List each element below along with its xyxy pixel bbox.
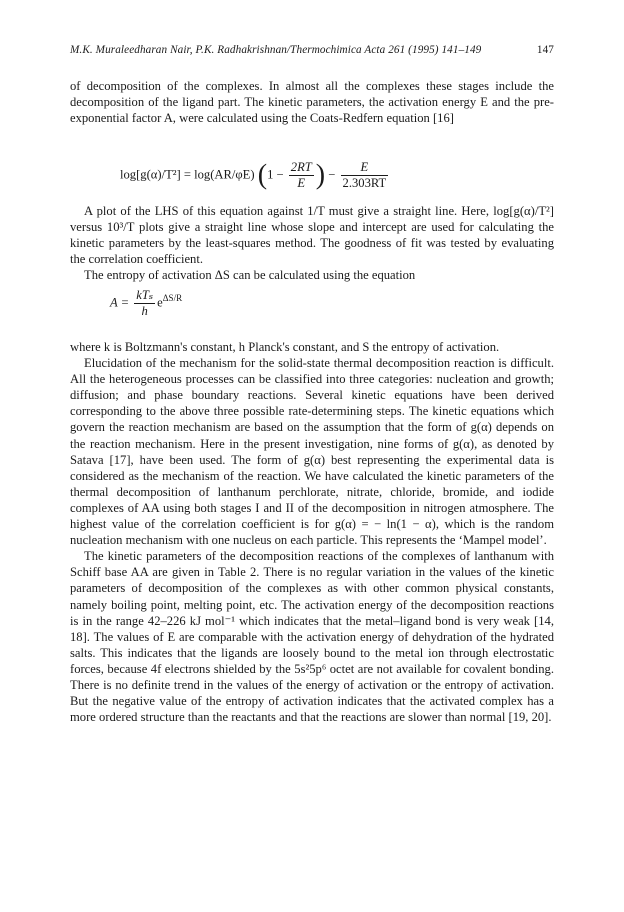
eq2-lhs: A = — [110, 295, 130, 310]
eq2-numerator: kTₛ — [136, 288, 154, 302]
eq2-fraction — [134, 288, 155, 319]
eq1-minus: − — [328, 167, 336, 182]
paragraph-intro — [70, 78, 554, 126]
eq1-frac1-denominator: E — [297, 176, 306, 190]
running-header — [70, 44, 554, 56]
running-title: M.K. Muraleedharan Nair, P.K. Radhakrishnan/Thermochimica Acta 261 (1995) 141–149 — [70, 44, 482, 56]
coats-redfern-equation — [120, 160, 390, 191]
eq2-exp-base: e — [157, 295, 163, 310]
paragraph-6: The kinetic parameters of the decomposition reactions of the complexes of lanthanum with Schiff base AA are given in Table 2. There is no regular variation in the values of the kinetic parameters of decomposition of the complexes as with other common physical constants, namely boiling point, melting point, etc. The activation energy of the decomposition reactions is in the range 42–226 kJ mol⁻¹ which indicates that the metal–ligand bond is very weak [14, 18]. The values of E are comparable with the activation energy of dehydration of the hydrated salts. This indicates that the ligands are loosely bound to the metal ion through electrostatic forces, because 4f electrons shielded by the 5s²5p⁶ octet are not available for covalent bonding. There is no definite trend in the values of the energy of activation or the entropy of activation. But the negative value of the entropy of activation indicates that the activated complex has a more ordered structure than the reactants and that the reactions are slower than normal [19, 20]. — [70, 549, 554, 725]
eq2-denominator: h — [141, 304, 148, 318]
entropy-equation — [110, 288, 182, 319]
paragraph-5: Elucidation of the mechanism for the solid-state thermal decomposition reaction is difficult. All the heterogeneous processes can be classified into three categories: nucleation and growth; diffusion; and phase boundary reactions. Several kinetic equations have been derived corresponding to the above three possible rate-determining steps. The kinetic equations which govern the reaction mechanism are based on the assumption that the form of g(α) depends on the reaction mechanism. Here in the present investigation, nine forms of g(α), as denoted by Satava [17], have been used. The form of g(α) best representing the experimental data is considered as the mechanism of the reaction. We have calculated the kinetic parameters of the thermal decomposition of lanthanum perchlorate, nitrate, chloride, bromide, and iodide complexes of AA using both stages I and II of the decomposition in nitrogen atmosphere. The highest value of the correlation coefficient is for g(α) = − ln(1 − α), which is the random nucleation mechanism with one nucleus on each particle. This represents the ‘Mampel model’. — [70, 356, 554, 548]
paragraph-2: A plot of the LHS of this equation against 1/T must give a straight line. Here, log[g(α)/T²] versus 10³/T plots give a straight line whose slope and intercept are used for calculating the kinetic parameters by the least-squares method. The goodness of fit was tested by evaluating the correlation coefficient. — [70, 204, 554, 267]
eq1-frac2-denominator: 2.303RT — [342, 176, 387, 190]
paragraph-3: The entropy of activation ΔS can be calculated using the equation — [84, 268, 416, 283]
eq1-frac2-numerator: E — [341, 160, 389, 176]
eq1-lhs: log[g(α)/T²] = log(AR/φE) — [120, 167, 255, 182]
eq1-fraction-2 — [341, 160, 389, 191]
paragraph-4: where k is Boltzmann's constant, h Planck's constant, and S the entropy of activation. — [70, 340, 500, 354]
paragraph-1: of decomposition of the complexes. In almost all the complexes these stages include the decomposition of the ligand part. The kinetic parameters, the activation energy E and the pre-exponential factor A, were calculated using the Coats-Redfern equation [16] — [70, 79, 554, 126]
eq2-exponent: ΔS/R — [162, 293, 183, 304]
right-paren: ) — [315, 159, 326, 191]
page-number: 147 — [536, 44, 554, 56]
left-paren: ( — [257, 159, 268, 191]
eq1-frac1-numerator: 2RT — [290, 160, 312, 174]
eq1-one-minus: 1 − — [267, 167, 284, 182]
paragraph-body — [70, 339, 554, 725]
eq1-fraction-1 — [289, 160, 314, 191]
paragraph-plot — [70, 203, 554, 283]
